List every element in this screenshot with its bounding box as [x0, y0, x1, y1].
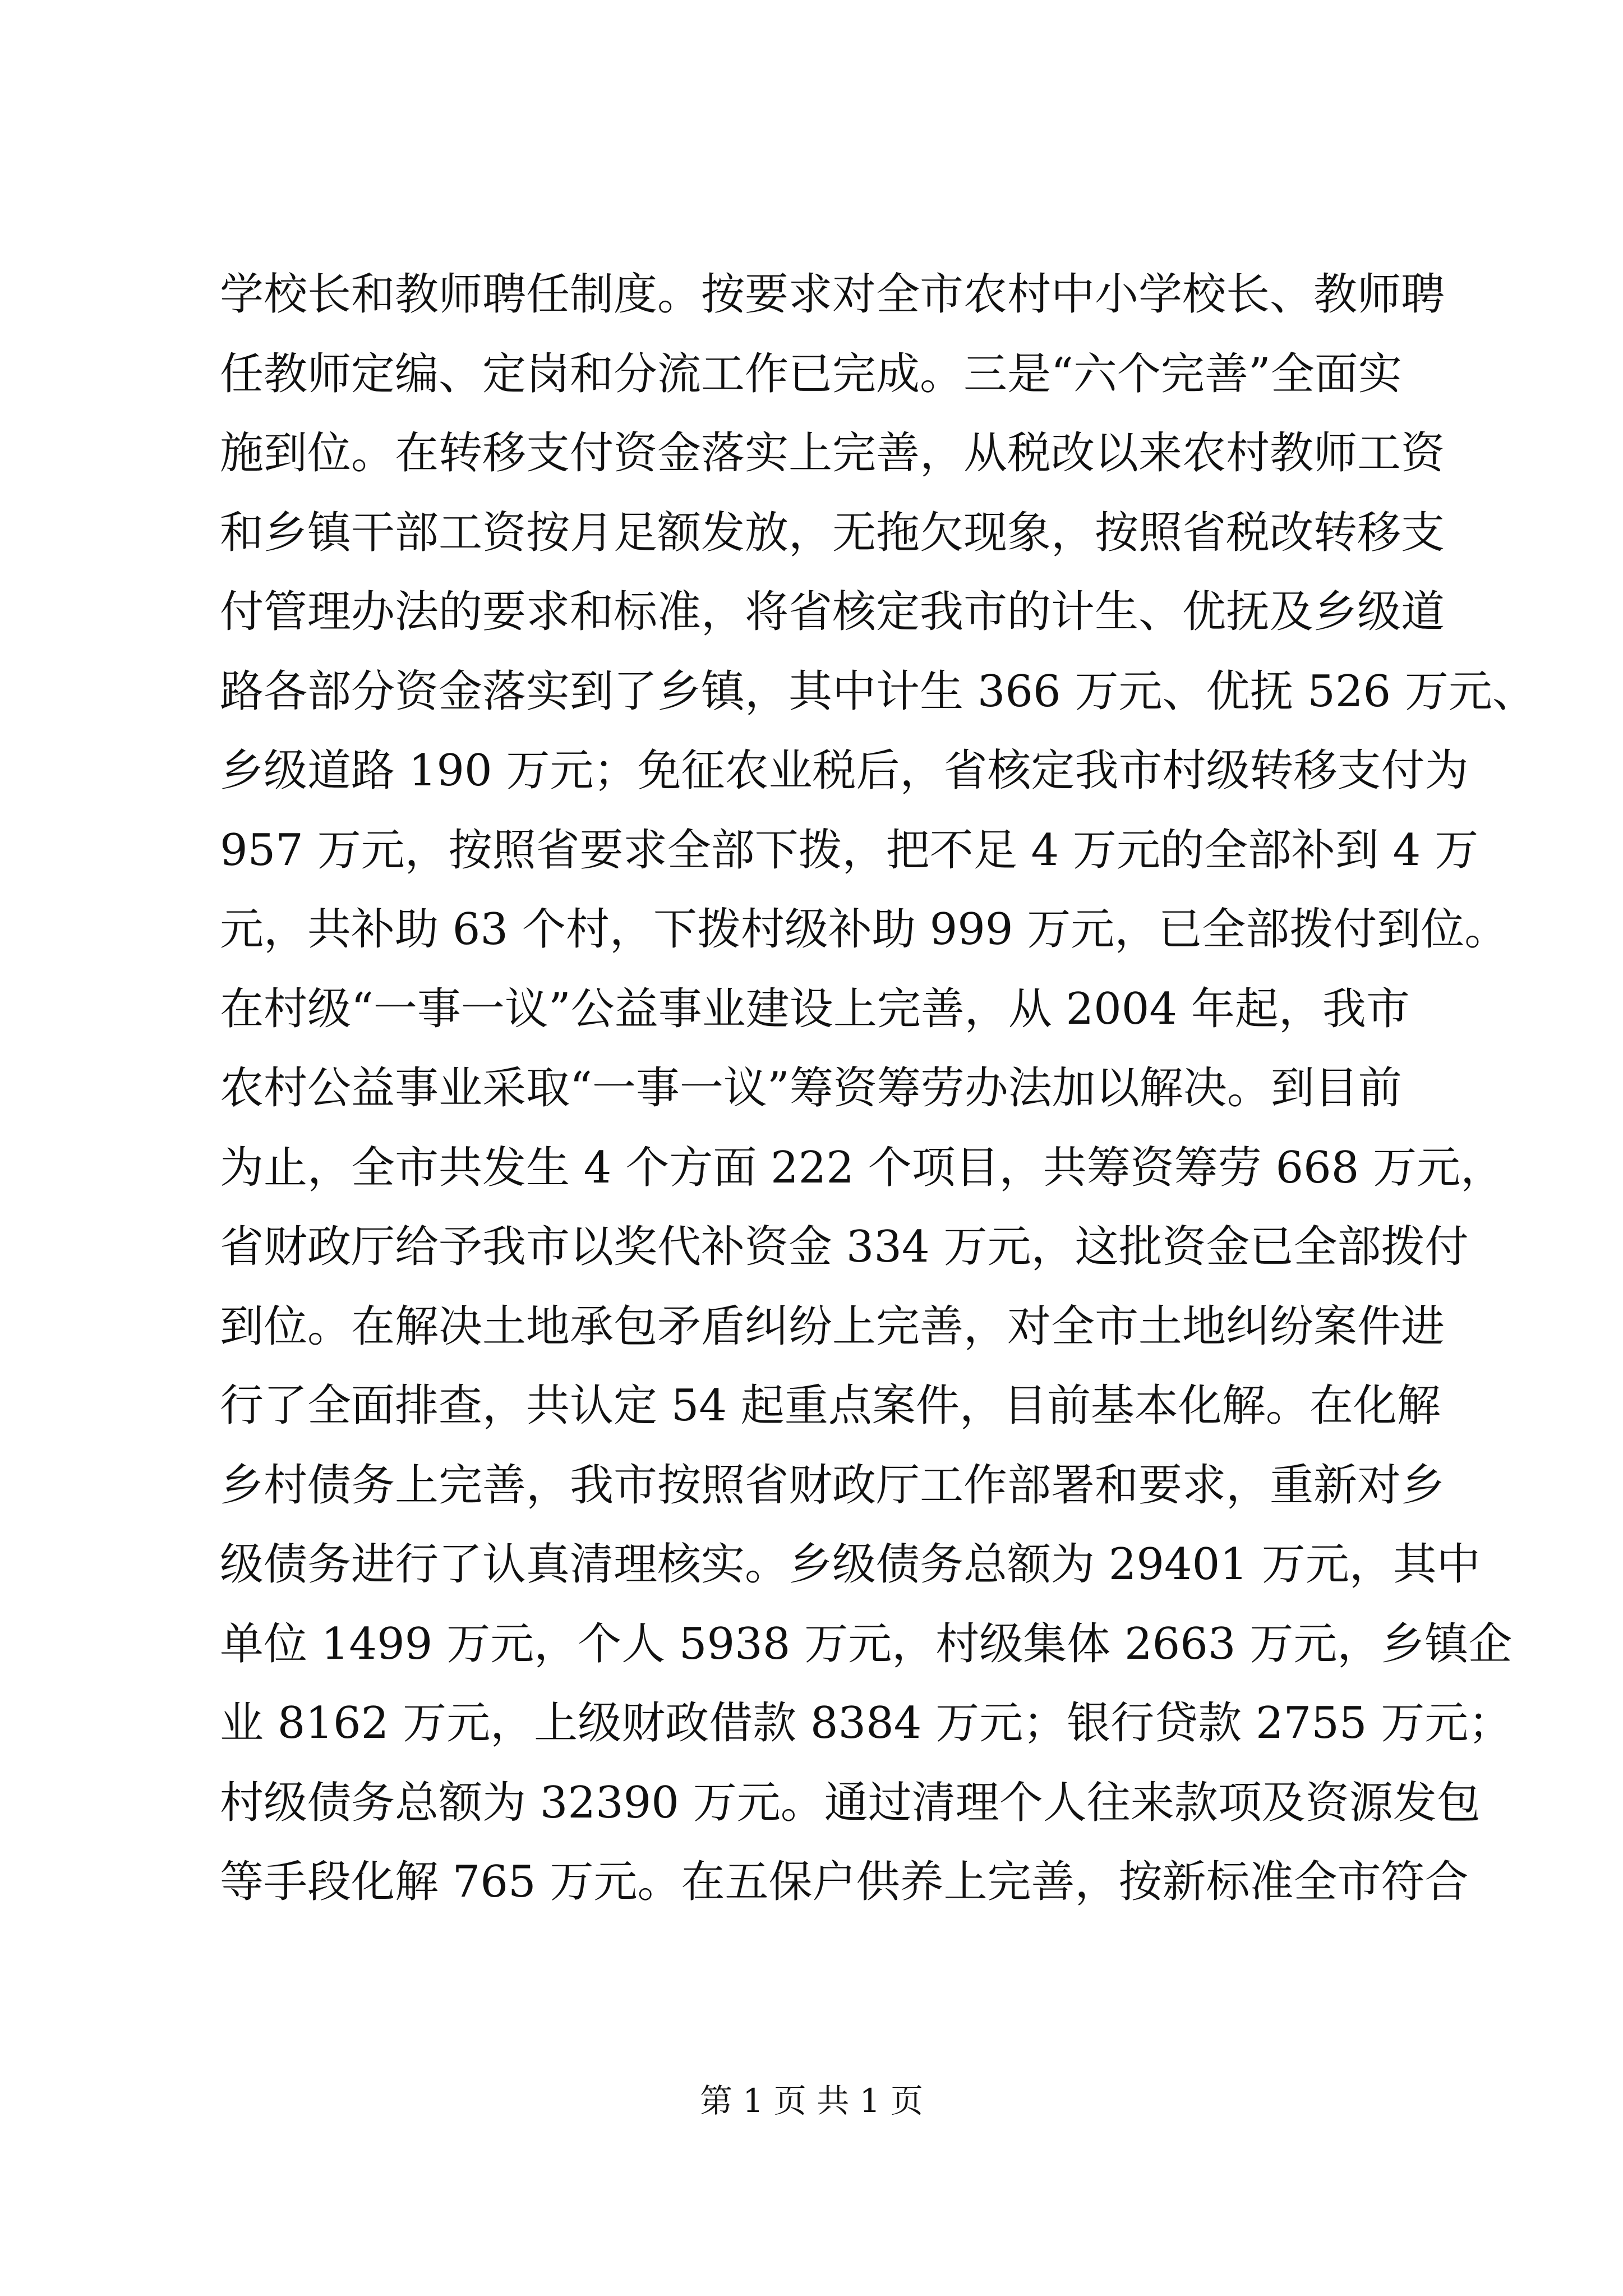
text-line: 到位。在解决土地承包矛盾纠纷上完善，对全市土地纠纷案件进 — [220, 1301, 1445, 1352]
text-line: 业 8162 万元，上级财政借款 8384 万元；银行贷款 2755 万元； — [220, 1698, 1513, 1749]
text-line: 村级债务总额为 32390 万元。通过清理个人往来款项及资源发包 — [220, 1777, 1481, 1828]
text-line: 元，共补助 63 个村，下拨村级补助 999 万元，已全部拨付到位。 — [220, 904, 1509, 955]
text-line: 路各部分资金落实到了乡镇，其中计生 366 万元、优抚 526 万元、 — [220, 666, 1536, 717]
text-line: 单位 1499 万元，个人 5938 万元，村级集体 2663 万元，乡镇企 — [220, 1618, 1513, 1669]
text-line: 付管理办法的要求和标准，将省核定我市的计生、优抚及乡级道 — [220, 587, 1445, 637]
text-line: 学校长和教师聘任制度。按要求对全市农村中小学校长、教师聘 — [220, 269, 1445, 320]
text-line: 级债务进行了认真清理核实。乡级债务总额为 29401 万元，其中 — [220, 1539, 1481, 1590]
page-footer: 第 1 页 共 1 页 — [700, 2082, 923, 2120]
text-line: 农村公益事业采取“一事一议”筹资筹劳办法加以解决。到目前 — [220, 1063, 1402, 1114]
text-line: 等手段化解 765 万元。在五保户供养上完善，按新标准全市符合 — [220, 1857, 1469, 1907]
text-line: 省财政厅给予我市以奖代补资金 334 万元，这批资金已全部拨付 — [220, 1222, 1469, 1272]
text-line: 和乡镇干部工资按月足额发放，无拖欠现象，按照省税改转移支 — [220, 507, 1445, 558]
text-line: 在村级“一事一议”公益事业建设上完善，从 2004 年起，我市 — [220, 983, 1410, 1034]
text-line: 行了全面排查，共认定 54 起重点案件，目前基本化解。在化解 — [220, 1381, 1441, 1431]
text-line: 施到位。在转移支付资金落实上完善，从税改以来农村教师工资 — [220, 428, 1445, 478]
text-line: 为止，全市共发生 4 个方面 222 个项目，共筹资筹劳 668 万元， — [220, 1142, 1505, 1193]
text-line: 任教师定编、定岗和分流工作已完成。三是“六个完善”全面实 — [220, 348, 1402, 399]
text-line: 乡级道路 190 万元；免征农业税后，省核定我市村级转移支付为 — [220, 746, 1469, 796]
text-line: 957 万元，按照省要求全部下拨，把不足 4 万元的全部补到 4 万 — [220, 825, 1479, 876]
text-line: 乡村债务上完善，我市按照省财政厅工作部署和要求，重新对乡 — [220, 1460, 1445, 1511]
body-text — [220, 255, 1536, 1922]
